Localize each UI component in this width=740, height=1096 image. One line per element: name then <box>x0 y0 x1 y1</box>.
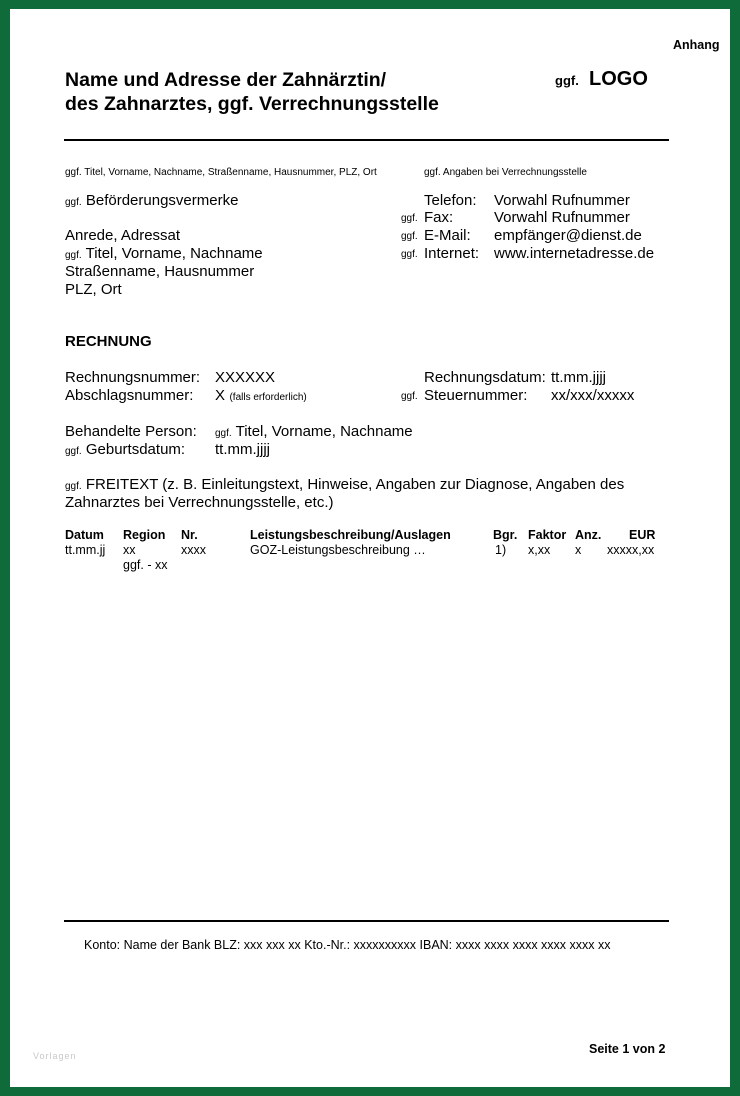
tax-number-value: xx/xxx/xxxxx <box>551 387 635 404</box>
ggf-prefix: ggf. <box>65 197 82 208</box>
clearing-note: ggf. Angaben bei Verrechnungsstelle <box>424 167 587 178</box>
cell-reason: 1) <box>495 543 507 557</box>
tax-number-label: Steuernummer: <box>424 387 528 404</box>
cell-region-extra: ggf. - xx <box>123 558 168 572</box>
cell-number: xxxx <box>181 543 206 557</box>
recipient-salutation: Anrede, Adressat <box>65 227 181 244</box>
ggf-prefix: ggf. <box>65 481 82 492</box>
logo-prefix: ggf. <box>555 73 579 88</box>
partial-number <box>215 387 307 405</box>
internet-label: Internet: <box>424 245 480 262</box>
cell-region: xx <box>123 543 136 557</box>
patient-value <box>215 423 413 440</box>
sender-line: ggf. Titel, Vorname, Nachname, Straßenname, Hausnummer, PLZ, Ort <box>65 167 377 178</box>
cell-factor: x,xx <box>528 543 551 557</box>
birthdate-label-text: Geburtsdatum: <box>85 441 186 458</box>
cell-eur: xxxxx,xx <box>607 543 655 557</box>
col-header-number: Nr. <box>181 528 198 542</box>
birthdate-value: tt.mm.jjjj <box>215 441 270 458</box>
fax-value: Vorwahl Rufnummer <box>494 209 630 226</box>
ggf-prefix: ggf. <box>401 231 418 242</box>
internet-value: www.internetadresse.de <box>494 245 655 262</box>
col-header-region: Region <box>123 528 166 542</box>
patient-label: Behandelte Person: <box>65 423 197 440</box>
email-label: E-Mail: <box>424 227 471 244</box>
cell-description: GOZ-Leistungsbeschreibung … <box>250 543 426 557</box>
phone-label: Telefon: <box>424 192 477 209</box>
page-title-line1: Name und Adresse der Zahnärztin/ <box>65 69 387 91</box>
watermark: Vorlagen <box>33 1051 77 1061</box>
freetext-line1 <box>65 476 624 493</box>
recipient-city: PLZ, Ort <box>65 281 122 298</box>
ggf-prefix: ggf. <box>401 391 418 402</box>
recipient-street: Straßenname, Hausnummer <box>65 263 255 280</box>
partial-number-note: (falls erforderlich) <box>229 392 307 403</box>
partial-number-label: Abschlagsnummer: <box>65 387 194 404</box>
document-page <box>10 9 730 1087</box>
patient-value-text: Titel, Vorname, Nachname <box>235 423 413 440</box>
logo-placeholder: LOGO <box>589 68 648 90</box>
bank-details: Konto: Name der Bank BLZ: xxx xxx xx Kto.-Nr.: xxxxxxxxxx IBAN: xxxx xxxx xxxx xxxx xxxx xx <box>84 938 611 952</box>
freetext-line1-text: FREITEXT (z. B. Einleitungstext, Hinweise, Angaben zur Diagnose, Angaben des <box>85 476 625 493</box>
cell-count: x <box>575 543 582 557</box>
transport-note <box>65 192 238 209</box>
freetext-line2: Zahnarztes bei Verrechnungsstelle, etc.) <box>65 494 334 511</box>
birthdate-label <box>65 441 185 458</box>
col-header-eur: EUR <box>629 528 656 542</box>
email-value: empfänger@dienst.de <box>494 227 642 244</box>
page-title-line2: des Zahnarztes, ggf. Verrechnungsstelle <box>65 93 439 115</box>
ggf-prefix: ggf. <box>401 213 418 224</box>
invoice-number-value: XXXXXX <box>215 369 276 386</box>
invoice-date-value: tt.mm.jjjj <box>551 369 606 386</box>
transport-note-text: Beförderungsvermerke <box>85 192 239 209</box>
invoice-heading: RECHNUNG <box>65 333 152 350</box>
partial-number-value: X <box>215 387 226 404</box>
cell-date: tt.mm.jj <box>65 543 106 557</box>
col-header-factor: Faktor <box>528 528 567 542</box>
phone-value: Vorwahl Rufnummer <box>494 192 630 209</box>
invoice-date-label: Rechnungsdatum: <box>424 369 546 386</box>
col-header-reason: Bgr. <box>493 528 518 542</box>
col-header-count: Anz. <box>575 528 602 542</box>
ggf-prefix: ggf. <box>65 250 82 261</box>
ggf-prefix: ggf. <box>401 249 418 260</box>
annex-label: Anhang <box>673 38 720 52</box>
ggf-prefix: ggf. <box>65 446 82 457</box>
fax-label: Fax: <box>424 209 454 226</box>
footer-divider <box>64 920 669 922</box>
col-header-date: Datum <box>65 528 104 542</box>
recipient-name <box>65 245 263 262</box>
col-header-description: Leistungsbeschreibung/Auslagen <box>250 528 451 542</box>
header-divider <box>64 139 669 141</box>
invoice-number-label: Rechnungsnummer: <box>65 369 201 386</box>
recipient-name-text: Titel, Vorname, Nachname <box>85 245 263 262</box>
ggf-prefix: ggf. <box>215 428 232 439</box>
page-number: Seite 1 von 2 <box>589 1042 666 1056</box>
